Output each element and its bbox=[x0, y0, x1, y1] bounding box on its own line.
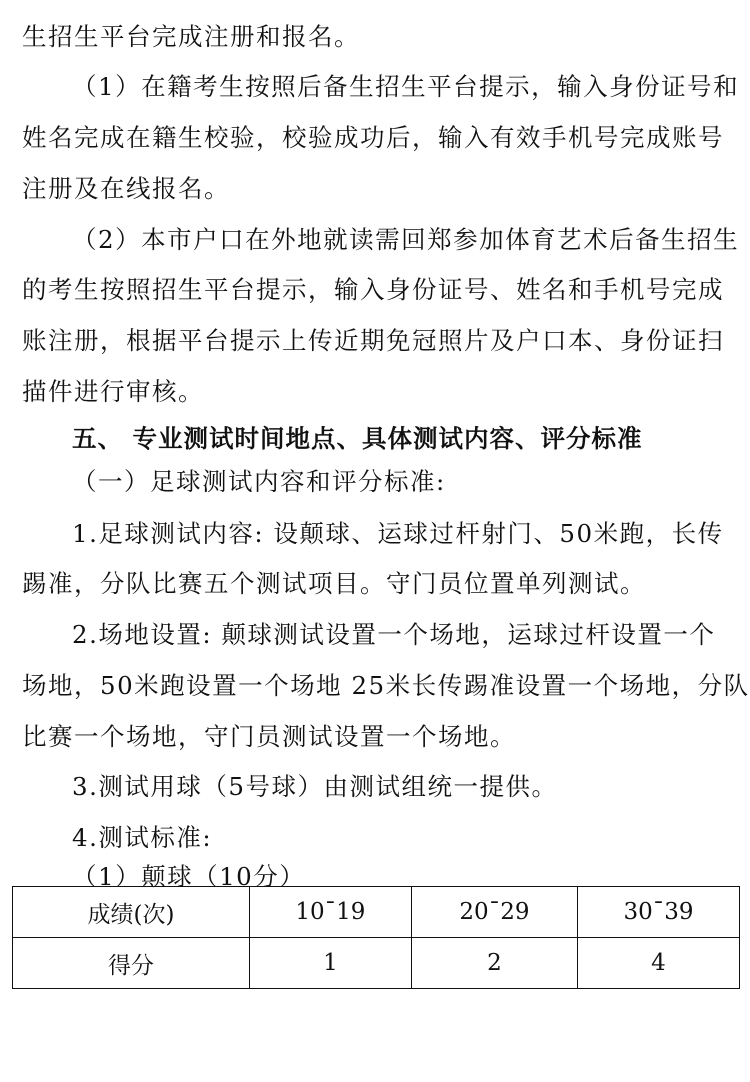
table-row bbox=[13, 938, 740, 989]
table-row bbox=[13, 887, 740, 938]
text-line: 注册及在线报名。 bbox=[22, 174, 230, 203]
table-cell: 10¯19 bbox=[249, 887, 411, 938]
table-cell: 得分 bbox=[13, 938, 250, 989]
text-line: 踢准，分队比赛五个测试项目。守门员位置单列测试。 bbox=[22, 569, 646, 598]
text-line: 生招生平台完成注册和报名。 bbox=[22, 22, 360, 51]
text-line: 姓名完成在籍生校验，校验成功后，输入有效手机号完成账号 bbox=[22, 123, 724, 152]
table-cell: 30¯39 bbox=[577, 887, 739, 938]
table-cell: 成绩(次) bbox=[13, 887, 250, 938]
text-line: （1）在籍考生按照后备生招生平台提示，输入身份证号和 bbox=[72, 72, 740, 101]
text-line: 描件进行审核。 bbox=[22, 377, 204, 406]
text-line: 4.测试标准: bbox=[72, 823, 213, 852]
text-line: 比赛一个场地，守门员测试设置一个场地。 bbox=[22, 722, 516, 751]
table-cell: 4 bbox=[577, 938, 739, 989]
text-line: 账注册，根据平台提示上传近期免冠照片及户口本、身份证扫 bbox=[22, 326, 724, 355]
scoring-table bbox=[12, 886, 740, 989]
text-line: 场地，50米跑设置一个场地 25米长传踢准设置一个场地，分队 bbox=[22, 671, 750, 700]
table-cell: 1 bbox=[249, 938, 411, 989]
text-line: （2）本市户口在外地就读需回郑参加体育艺术后备生招生 bbox=[72, 225, 740, 254]
section-heading: 五、 专业测试时间地点、具体测试内容、评分标准 bbox=[72, 424, 643, 453]
table-cell: 2 bbox=[411, 938, 577, 989]
subsection-heading: （一）足球测试内容和评分标准: bbox=[72, 467, 446, 496]
table-cell: 20¯29 bbox=[411, 887, 577, 938]
text-line: 1.足球测试内容: 设颠球、运球过杆射门、50米跑，长传 bbox=[72, 519, 724, 548]
text-line: 2.场地设置: 颠球测试设置一个场地，运球过杆设置一个 bbox=[72, 620, 716, 649]
text-line: （1）颠球（10分） bbox=[72, 862, 306, 891]
text-line: 的考生按照招生平台提示，输入身份证号、姓名和手机号完成 bbox=[22, 275, 724, 304]
text-line: 3.测试用球（5号球）由测试组统一提供。 bbox=[72, 772, 558, 801]
